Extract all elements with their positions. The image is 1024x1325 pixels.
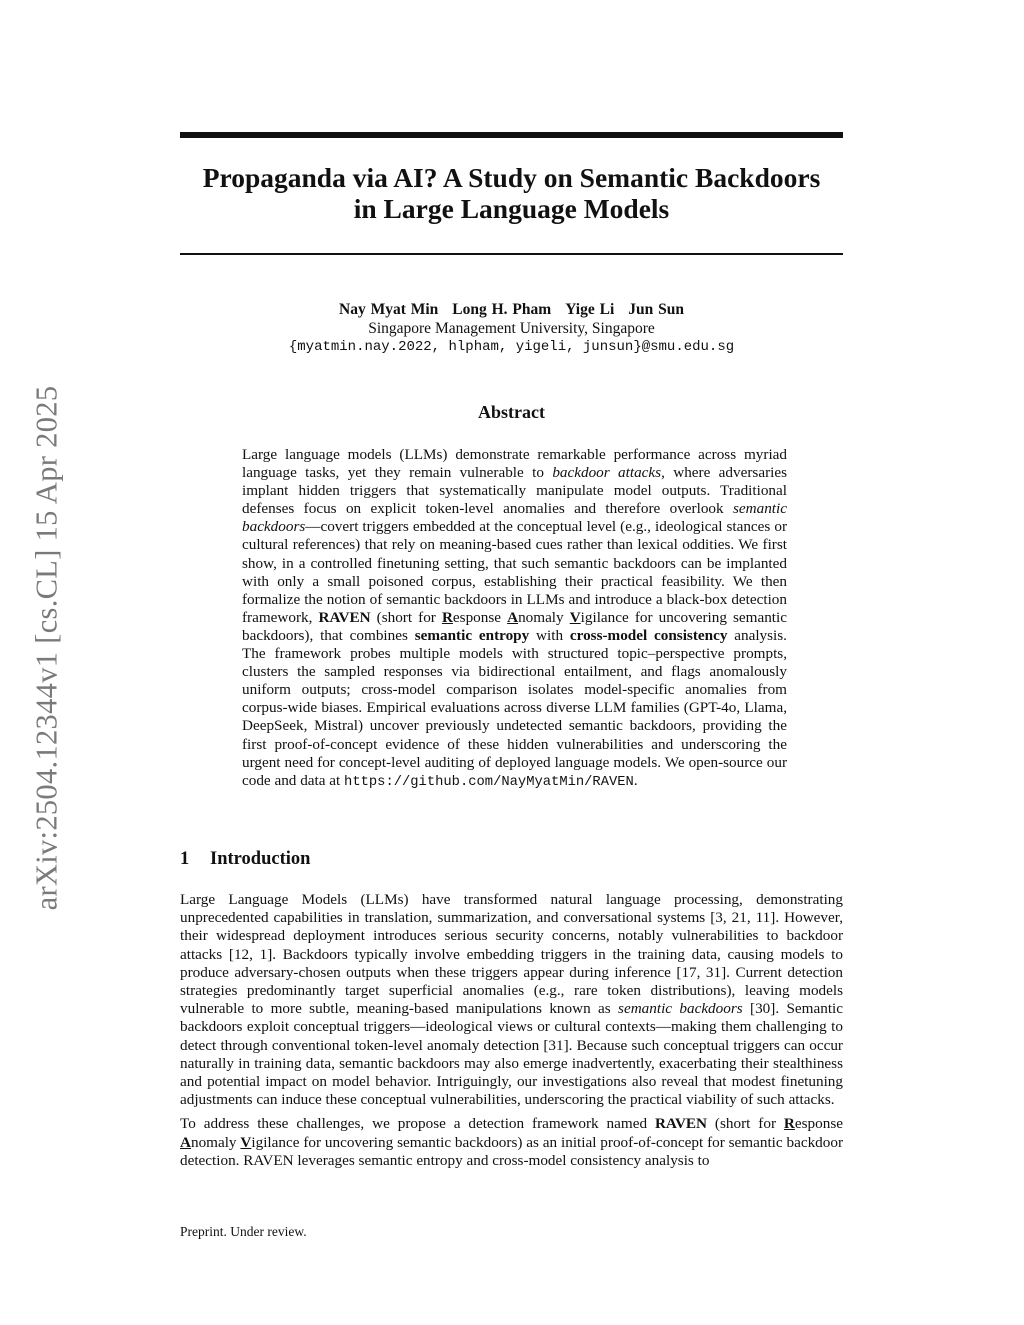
title-rule-top (180, 132, 843, 138)
title-line-1: Propaganda via AI? A Study on Semantic Backdoors (202, 162, 821, 193)
abstract-heading: Abstract (478, 402, 545, 422)
title-line-2: in Large Language Models (353, 193, 670, 224)
section-number: 1 (180, 849, 190, 869)
emphasis: backdoor attacks (552, 464, 662, 482)
code-url-link[interactable]: https://github.com/NayMyatMin/RAVEN (344, 774, 634, 790)
author-block (180, 300, 843, 357)
author-affiliation: Singapore Management University, Singapore (368, 320, 655, 337)
arxiv-stamp: arXiv:2504.12344v1 [cs.CL] 15 Apr 2025 (29, 385, 64, 911)
author-emails: {myatmin.nay.2022, hlpham, yigeli, junsun}@smu.edu.sg (288, 339, 735, 355)
abstract-body: Large language models (LLMs) demonstrate remarkable performance across myriad language tasks, yet they remain vulnerable to backdoor attacks, where adversaries implant hidden triggers that systematically manipulate model outputs. Traditional defenses focus on explicit token-level anomalies and therefore overlook semantic backdoors—covert triggers embedded at the conceptual level (e.g., ideological stances or cultural references) that rely on meaning-based cues rather than lexical oddities. We first show, in a controlled finetuning setting, that such semantic backdoors can be implanted with only a small poisoned corpus, establishing their practical feasibility. We then formalize the notion of semantic backdoors in LLMs and introduce a black-box detection framework, RAVEN (short for Response Anomaly Vigilance for uncovering semantic backdoors), that combines semantic entropy with cross-model consistency analysis. The framework probes multiple models with structured topic–perspective prompts, clusters the sampled responses via bidirectional entailment, and flags anomalously uniform outputs; cross-model comparison isolates model-specific anomalies from corpus-wide biases. Empirical evaluations across diverse LLM families (GPT-4o, Llama, DeepSeek, Mistral) uncover previously undetected semantic backdoors, providing the first proof-of-concept evidence of these hidden vulnerabilities and underscoring the urgent need for concept-level auditing of deployed language models. We open-source our code and data at https://github.com/NayMyatMin/RAVEN. (242, 446, 787, 790)
keyword: cross-model consistency (569, 626, 728, 644)
method-name: RAVEN (318, 608, 371, 626)
emphasis: semantic backdoors (618, 1000, 743, 1018)
author-name: Nay Myat Min (339, 301, 439, 318)
author-names (180, 300, 843, 319)
author-name: Long H. Pham (452, 301, 552, 318)
title-rule-bottom (180, 253, 843, 255)
paper-title (180, 162, 843, 224)
paragraph: Large Language Models (LLMs) have transformed natural language processing, demonstrating unprecedented capabilities in translation, summarization, and conversational systems [3, 21, 11]. However, their widespread deployment introduces serious security concerns, notably vulnerabilities to backdoor attacks [12, 1]. Backdoors typically involve embedding triggers in the training data, causing models to produce adversary-chosen outputs when these triggers appear during inference [17, 31]. Current detection strategies predominantly target superficial anomalies (e.g., rare token distributions), leaving models vulnerable to more subtle, meaning-based manipulations known as semantic backdoors [30]. Semantic backdoors exploit conceptual triggers—ideological views or cultural contexts—making them challenging to detect through conventional token-level anomaly detection [31]. Because such conceptual triggers can occur naturally in training data, semantic backdoors may also emerge inadvertently, exacerbating their stealthiness and potential impact on model behavior. Intriguingly, our investigations also reveal that modest finetuning adjustments can induce these conceptual vulnerabilities, underscoring the practical viability of such attacks. (180, 891, 844, 1109)
author-name: Jun Sun (628, 301, 684, 318)
method-name: RAVEN (654, 1115, 708, 1133)
keyword: semantic entropy (414, 626, 530, 644)
emphasis: semantic backdoors (242, 500, 787, 536)
author-name: Yige Li (565, 301, 615, 318)
introduction-body (180, 891, 843, 1176)
section-heading (180, 849, 310, 870)
footer-note: Preprint. Under review. (180, 1224, 307, 1239)
paragraph: To address these challenges, we propose a detection framework named RAVEN (short for Response Anomaly Vigilance for uncovering semantic backdoors) as an initial proof-of-concept for semantic backdoor detection. RAVEN leverages semantic entropy and cross-model consistency analysis to (180, 1115, 843, 1169)
section-title: Introduction (210, 849, 311, 869)
